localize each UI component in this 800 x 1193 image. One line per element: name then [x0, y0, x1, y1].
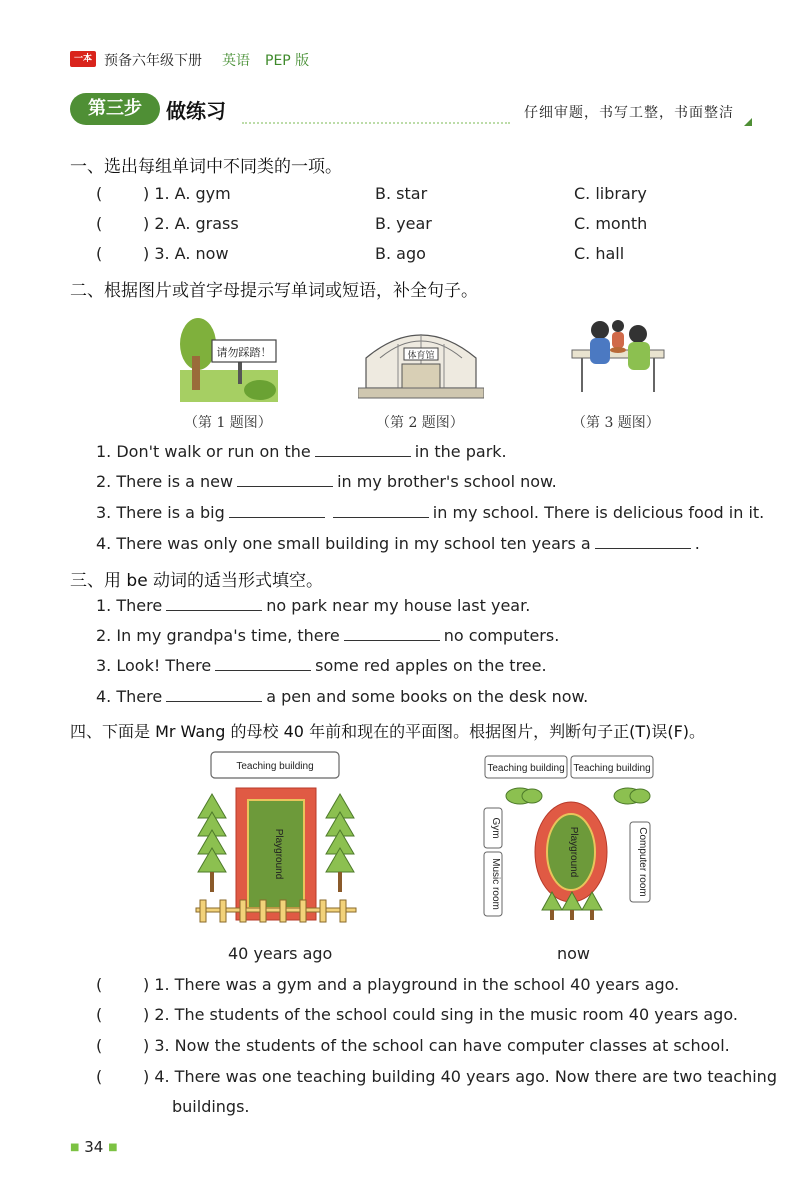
tree-trunk [192, 356, 200, 390]
teaching-building-label: Teaching building [236, 761, 314, 772]
answer-blank[interactable] [215, 656, 311, 671]
map-40-years-ago [190, 748, 362, 928]
answer-bracket[interactable]: ( [96, 1036, 103, 1055]
section-3-title: 三、用 be 动词的适当形式填空。 [70, 571, 324, 591]
answer-blank[interactable] [595, 534, 691, 549]
answer-bracket[interactable]: ( [96, 1005, 103, 1024]
playground-label: Playground [568, 826, 579, 878]
picture-2-caption: （第 2 题图） [376, 415, 464, 431]
question-option-a: ) 3. A. now [143, 244, 229, 263]
motto: 仔细审题，书写工整，书面整洁 [524, 105, 734, 121]
question-option-b: B. star [375, 184, 428, 203]
bullet-icon: ■ [70, 1142, 80, 1153]
tree-icon [542, 892, 602, 910]
fill-sentence: 1. Don't walk or run on the in the park. [96, 442, 507, 461]
judgement-item: ) 4. There was one teaching building 40 years ago. Now there are two teaching [143, 1067, 777, 1086]
fill-sentence: 1. There no park near my house last year. [96, 596, 531, 615]
fill-sentence: 2. In my grandpa's time, there no computers. [96, 626, 560, 645]
fill-sentence: 3. There is a big in my school. There is delicious food in it. [96, 503, 765, 522]
subject-label: 英语 [222, 53, 250, 69]
answer-blank[interactable] [229, 503, 325, 518]
music-room-label: Music room [490, 858, 501, 910]
fill-sentence: 3. Look! There some red apples on the tree. [96, 656, 547, 675]
section-4-title: 四、下面是 Mr Wang 的母校 40 年前和现在的平面图。根据图片，判断句子正(T)误(F)。 [70, 722, 706, 741]
fill-sentence: 4. There was only one small building in my school ten years a . [96, 534, 700, 553]
computer-room-label: Computer room [637, 827, 648, 897]
judgement-item-continuation: buildings. [172, 1097, 250, 1116]
sign-post [238, 362, 242, 384]
question-option-a: ) 2. A. grass [143, 214, 239, 233]
teaching-building-1-label: Teaching building [487, 763, 565, 774]
sign-text: 请勿踩踏！ [216, 347, 272, 359]
judgement-item: ) 3. Now the students of the school can have computer classes at school. [143, 1036, 730, 1055]
question-option-b: B. ago [375, 244, 426, 263]
question-option-c: C. month [574, 214, 648, 233]
section-1-title: 一、选出每组单词中不同类的一项。 [70, 157, 342, 177]
question-option-c: C. library [574, 184, 647, 203]
picture-3-dining [566, 312, 670, 402]
corner-triangle-icon [744, 118, 752, 126]
map-now-caption: now [557, 944, 591, 963]
bullet-icon: ■ [108, 1142, 118, 1153]
judgement-item: ) 1. There was a gym and a playground in the school 40 years ago. [143, 975, 680, 994]
answer-blank[interactable] [166, 596, 262, 611]
tree-icon [198, 794, 226, 872]
teaching-building-2-label: Teaching building [573, 763, 651, 774]
edition-label: PEP 版 [265, 53, 310, 69]
judgement-item: ) 2. The students of the school could sing in the music room 40 years ago. [143, 1005, 738, 1024]
entrance [402, 364, 440, 388]
bush [244, 380, 276, 400]
page-number: ■ 34 ■ [70, 1138, 118, 1156]
fill-sentence: 2. There is a new in my brother's school now. [96, 472, 557, 491]
answer-blank[interactable] [315, 442, 411, 457]
person-head [629, 325, 647, 343]
gym-sign: 体育馆 [407, 350, 435, 360]
book-logo: 一本 [70, 51, 96, 67]
answer-bracket[interactable]: ( [96, 244, 103, 263]
section-2-title: 二、根据图片或首字母提示写单词或短语，补全句子。 [70, 281, 478, 301]
question-option-b: B. year [375, 214, 432, 233]
bush-icon [506, 788, 542, 804]
picture-1-grass-sign [180, 316, 278, 402]
person-head [591, 321, 609, 339]
answer-bracket[interactable]: ( [96, 975, 103, 994]
picture-2-gym [358, 318, 484, 402]
map-old-caption: 40 years ago [228, 944, 333, 963]
picture-3-caption: （第 3 题图） [572, 415, 660, 431]
answer-bracket[interactable]: ( [96, 1067, 103, 1086]
gym-label: Gym [490, 817, 501, 839]
answer-blank[interactable] [237, 472, 333, 487]
question-option-c: C. hall [574, 244, 625, 263]
answer-blank[interactable] [333, 503, 429, 518]
question-option-a: ) 1. A. gym [143, 184, 231, 203]
decorative-dotted-line [242, 122, 510, 124]
map-now [480, 752, 660, 928]
fill-sentence: 4. There a pen and some books on the desk now. [96, 687, 589, 706]
answer-blank[interactable] [344, 626, 440, 641]
bush-icon [614, 788, 650, 804]
step-badge: 第三步 [70, 93, 160, 125]
playground-label: Playground [273, 828, 284, 880]
picture-1-caption: （第 1 题图） [184, 415, 272, 431]
step-title: 做练习 [166, 99, 226, 123]
tree-icon [326, 794, 354, 872]
answer-blank[interactable] [166, 687, 262, 702]
answer-bracket[interactable]: ( [96, 184, 103, 203]
book-title: 预备六年级下册 [104, 53, 202, 69]
answer-bracket[interactable]: ( [96, 214, 103, 233]
